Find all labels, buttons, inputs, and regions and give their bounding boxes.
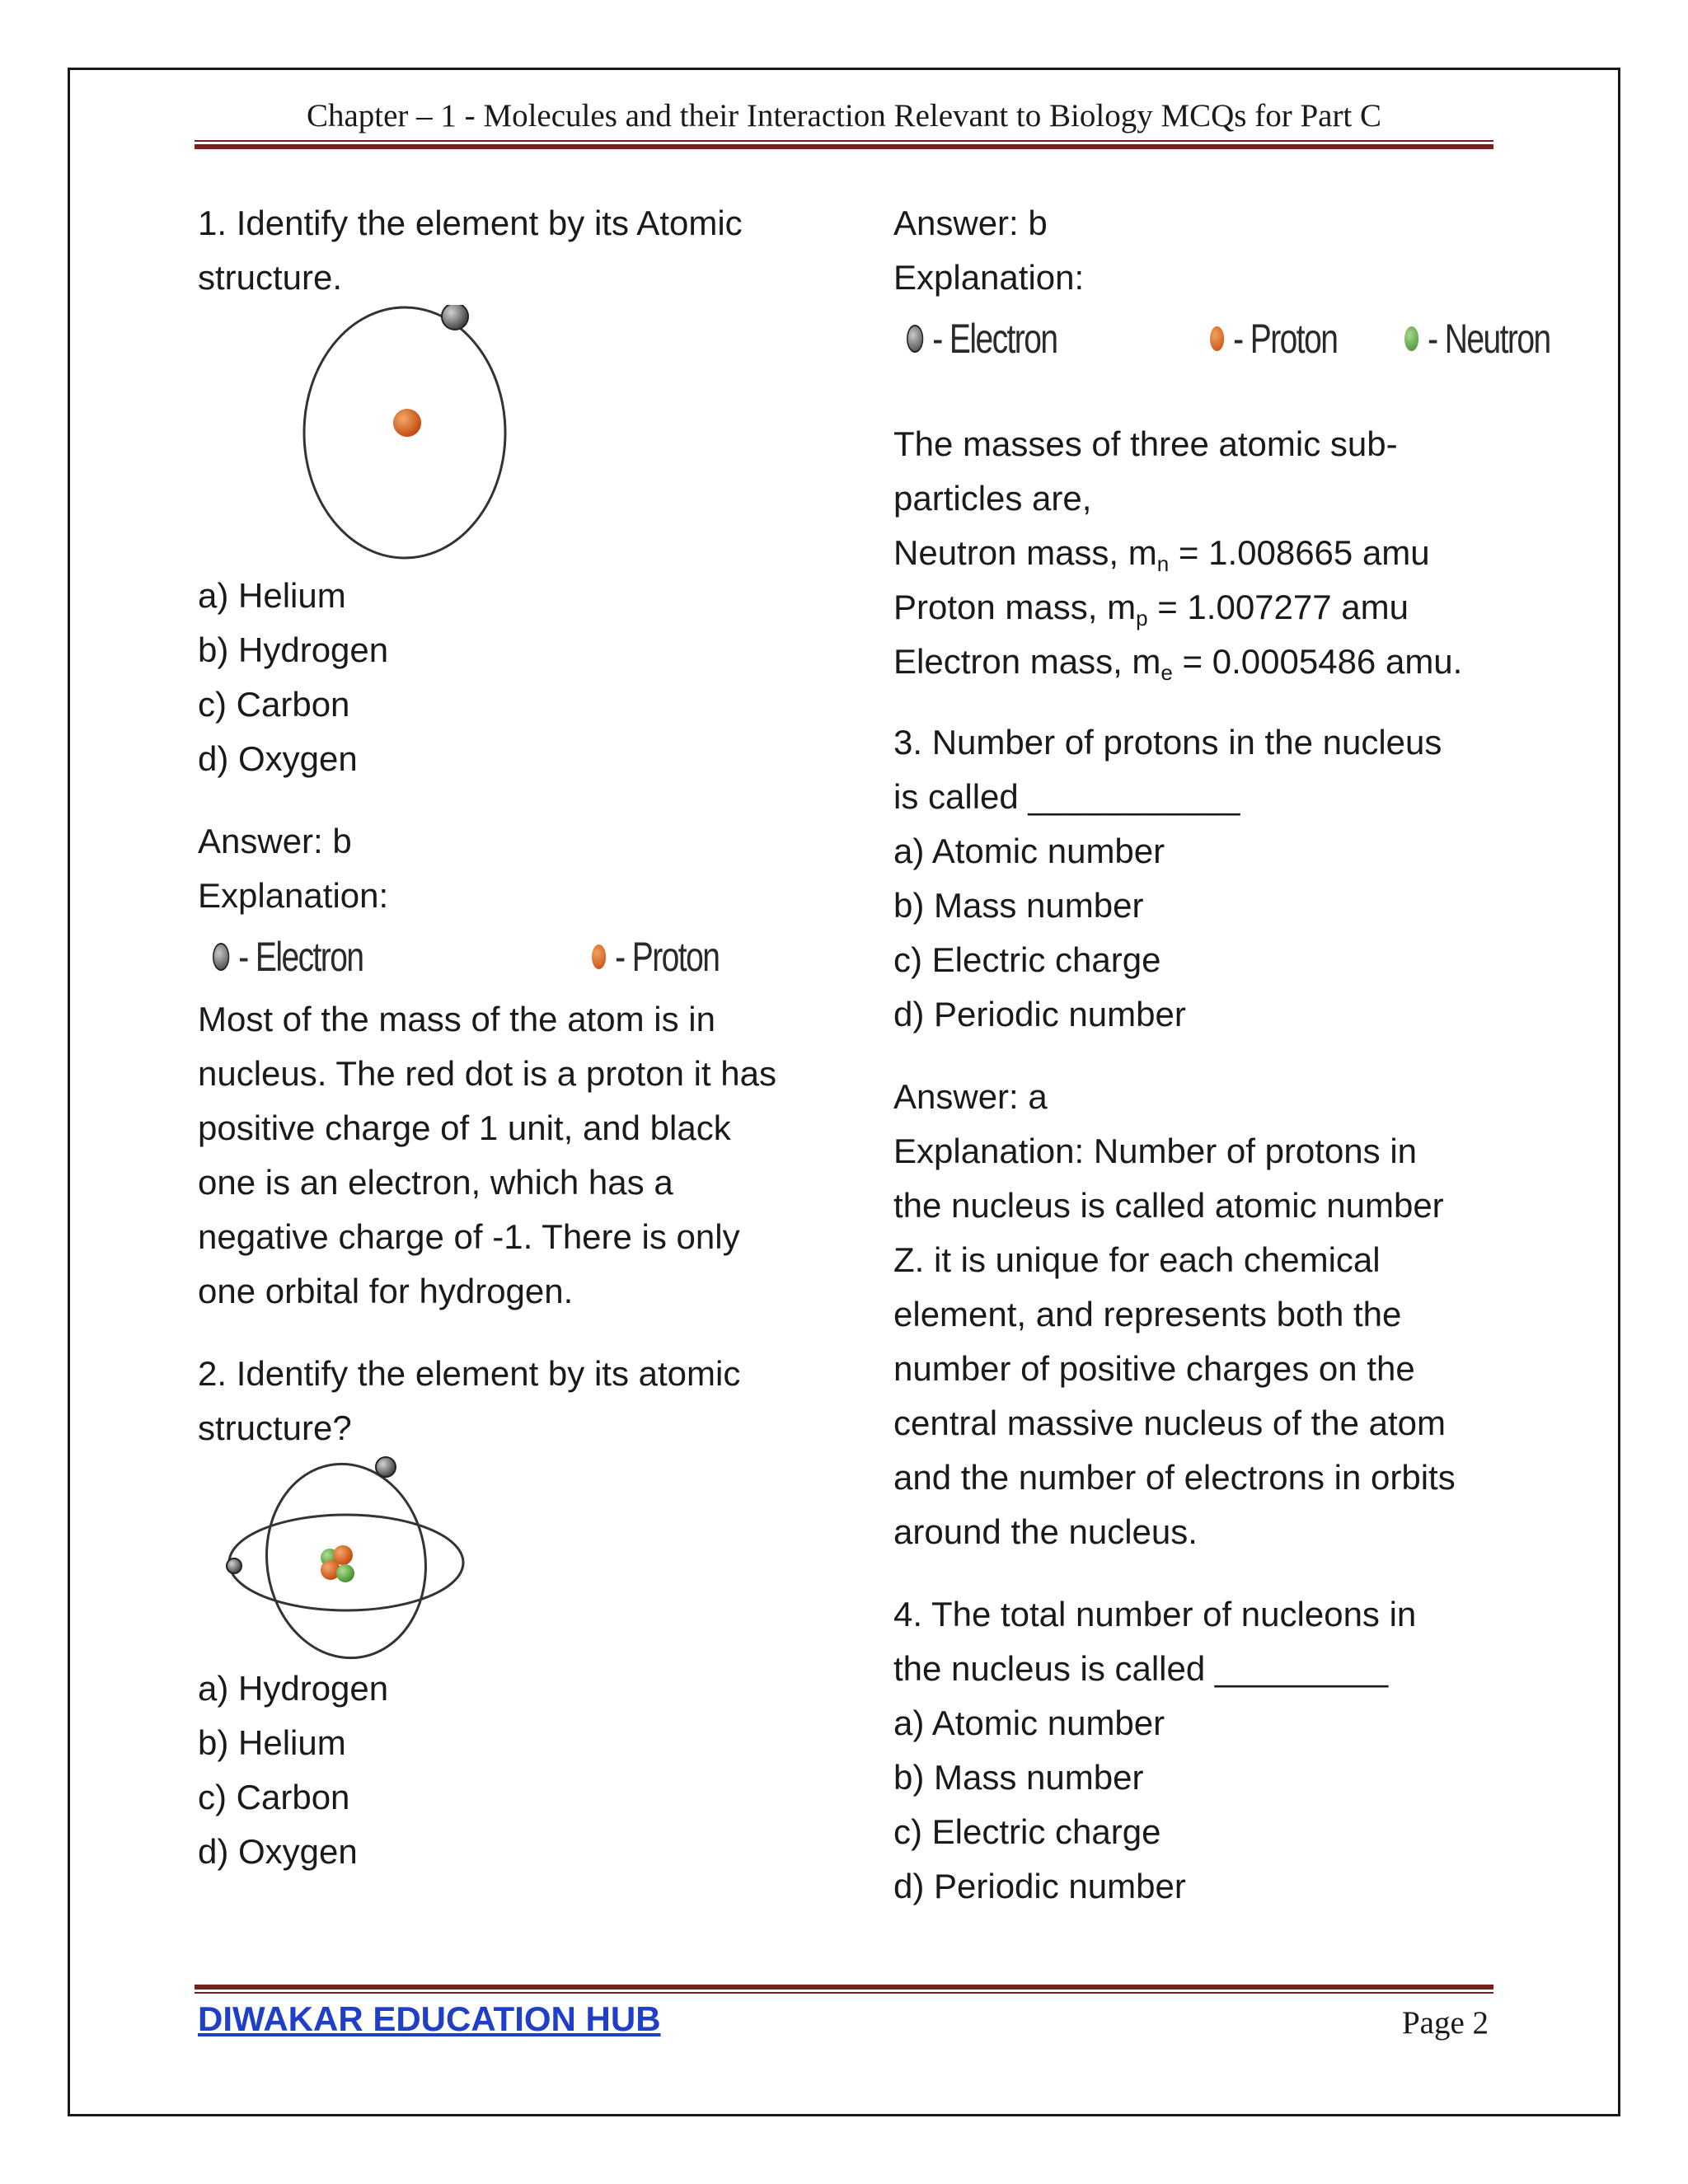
q4-option-a: a) Atomic number <box>893 1704 1165 1742</box>
q2-option-a: a) Hydrogen <box>198 1669 389 1708</box>
q1-question-line1: 1. Identify the element by its Atomic <box>198 204 743 242</box>
left-column <box>198 196 824 1879</box>
proton-mass-line: Proton mass, $m_p = 1.007277$ amu <box>893 588 1409 630</box>
q3-question-line1: 3. Number of protons in the nucleus <box>893 723 1442 762</box>
q3-explanation-line: and the number of electrons in orbits <box>893 1458 1456 1497</box>
q1-explanation-line: nucleus. The red dot is a proton it has <box>198 1054 776 1093</box>
proton-icon <box>592 944 606 969</box>
footer-rule-thin <box>195 1992 1493 1994</box>
q4-option-b: b) Mass number <box>893 1758 1144 1797</box>
page-number: Page 2 <box>1401 2005 1489 2041</box>
q3-option-a: a) Atomic number <box>893 832 1165 870</box>
q3-explanation-line: around the nucleus. <box>893 1512 1198 1551</box>
q2-option-d: d) Oxygen <box>198 1832 358 1871</box>
legend-proton: - Proton <box>1210 312 1337 366</box>
q2-legend <box>893 305 1550 374</box>
q1-explanation-line: positive charge of 1 unit, and black <box>198 1108 731 1147</box>
q1-option-a: a) Helium <box>198 576 346 615</box>
electron-dot <box>376 1457 396 1477</box>
legend-electron: - Electron <box>907 312 1057 366</box>
electron-icon <box>907 325 923 353</box>
q2-answer: Answer: b <box>893 204 1048 242</box>
q1-explanation-line: negative charge of -1. There is only <box>198 1217 740 1256</box>
q1-option-b: b) Hydrogen <box>198 630 389 669</box>
header-rule-thin <box>195 140 1493 142</box>
legend-proton: - Proton <box>592 930 719 984</box>
q1-explanation-label: Explanation: <box>198 876 389 915</box>
electron-mass-line: Electron mass, $m_e = 0.0005486$ amu. <box>893 642 1463 685</box>
q1-legend <box>198 923 824 992</box>
q3-explanation-line: the nucleus is called atomic number <box>893 1186 1444 1225</box>
q3-explanation-line: Z. it is unique for each chemical <box>893 1240 1381 1279</box>
q2-explanation-label: Explanation: <box>893 258 1085 297</box>
electron-dot <box>442 305 468 330</box>
footer-brand-link[interactable]: DIWAKAR EDUCATION HUB <box>198 1999 661 2038</box>
q1-question-line2: structure. <box>198 258 343 297</box>
q3-option-d: d) Periodic number <box>893 995 1186 1033</box>
q4-option-c: c) Electric charge <box>893 1812 1161 1851</box>
q1-answer: Answer: b <box>198 822 352 860</box>
right-column <box>893 196 1550 1914</box>
q3-explanation-line: element, and represents both the <box>893 1295 1402 1333</box>
legend-electron: - Electron <box>213 930 363 984</box>
q3-option-c: c) Electric charge <box>893 940 1161 979</box>
q3-question-line2: is called ___________ <box>893 777 1240 816</box>
q4-question-line2: the nucleus is called _________ <box>893 1649 1389 1688</box>
neutron-icon <box>1404 326 1418 351</box>
q2-question-line2: structure? <box>198 1408 352 1447</box>
q3-explanation-line: central massive nucleus of the atom <box>893 1404 1446 1442</box>
hydrogen-atom-diagram <box>198 305 544 569</box>
electron-dot <box>227 1558 241 1573</box>
q3-answer: Answer: a <box>893 1077 1048 1116</box>
q2-explanation-line: The masses of three atomic sub- <box>893 424 1398 463</box>
q1-explanation-line: Most of the mass of the atom is in <box>198 1000 715 1038</box>
q1-explanation-line: one orbital for hydrogen. <box>198 1272 574 1310</box>
q1-explanation-line: one is an electron, which has a <box>198 1163 673 1202</box>
q1-option-c: c) Carbon <box>198 685 350 724</box>
q2-explanation-line: particles are, <box>893 479 1092 518</box>
header-rule-thick <box>195 144 1493 149</box>
proton-icon <box>1210 326 1224 351</box>
electron-icon <box>213 943 229 971</box>
q4-option-d: d) Periodic number <box>893 1867 1186 1905</box>
neutron-dot <box>336 1564 354 1582</box>
neutron-mass-line: Neutron mass, $m_n = 1.008665$ amu <box>893 533 1430 576</box>
q3-explanation-line: Explanation: Number of protons in <box>893 1132 1418 1170</box>
q3-explanation-line: number of positive charges on the <box>893 1349 1415 1388</box>
legend-neutron: - Neutron <box>1404 312 1550 366</box>
q2-option-c: c) Carbon <box>198 1778 350 1816</box>
proton-dot <box>393 409 421 437</box>
q2-option-b: b) Helium <box>198 1723 346 1762</box>
page-header: Chapter – 1 - Molecules and their Interaction Relevant to Biology MCQs for Part C <box>306 98 1382 134</box>
q3-option-b: b) Mass number <box>893 886 1144 925</box>
q1-option-d: d) Oxygen <box>198 739 358 778</box>
q2-question-line1: 2. Identify the element by its atomic <box>198 1354 741 1393</box>
helium-atom-diagram <box>198 1455 544 1661</box>
q4-question-line1: 4. The total number of nucleons in <box>893 1595 1417 1633</box>
footer-rule-thick <box>195 1985 1493 1990</box>
